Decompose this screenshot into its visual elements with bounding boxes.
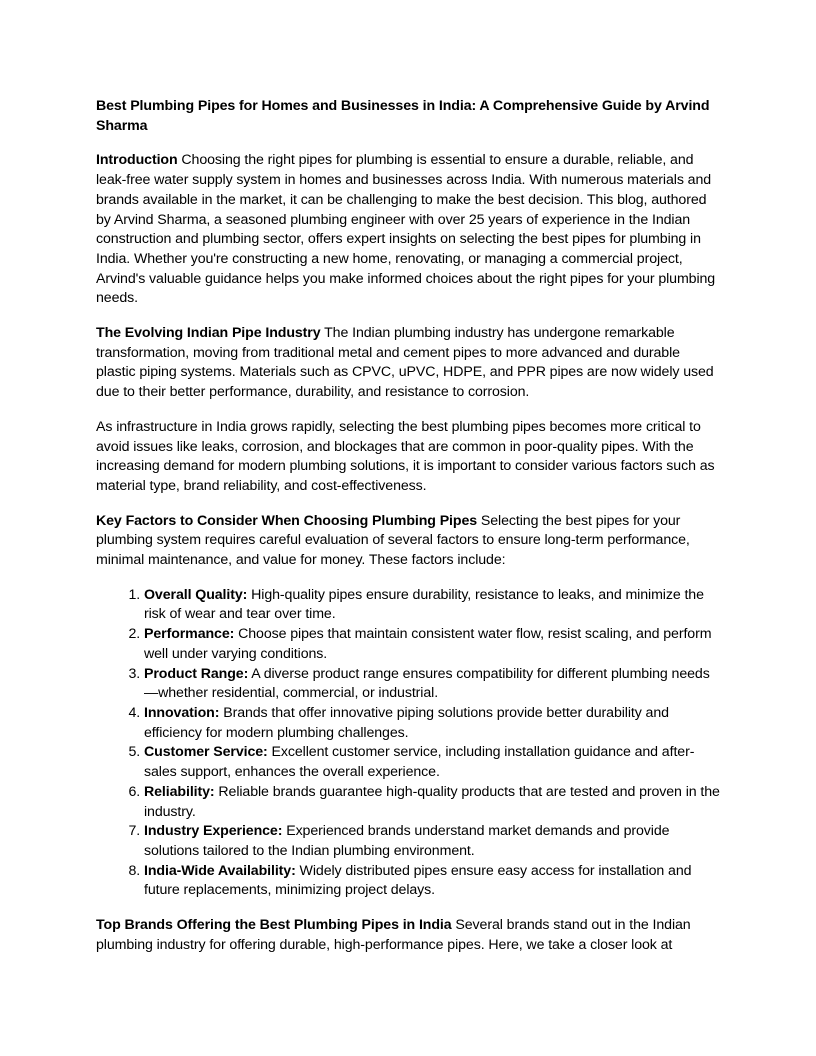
list-item-label: Innovation: bbox=[144, 704, 220, 721]
factors-paragraph bbox=[96, 512, 720, 571]
list-item-label: Performance: bbox=[144, 626, 235, 643]
list-item bbox=[144, 822, 720, 861]
list-item bbox=[144, 586, 720, 625]
list-item bbox=[144, 665, 720, 704]
evolving-text: The Indian plumbing industry has undergone remarkable transformation, moving from traditional metal and cement pipes to more advanced and durable plastic piping systems. Materials such as CPVC, uPVC, HDPE, and PPR pipes are now widely used due to their better performance, durability, and resistance to corrosion. bbox=[96, 325, 714, 401]
intro-text: Choosing the right pipes for plumbing is essential to ensure a durable, reliable, and leak-free water supply system in homes and businesses across India. With numerous materials and brands available in the market, it can be challenging to make the best decision. This blog, authored by Arvind Sharma, a seasoned plumbing engineer with over 25 years of experience in the Indian construction and plumbing sector, offers expert insights on selecting the best pipes for plumbing in India. Whether you're constructing a new home, renovating, or managing a commercial project, Arvind's valuable guidance helps you make informed choices about the right pipes for your plumbing needs. bbox=[96, 152, 716, 307]
list-item-label: Reliability: bbox=[144, 783, 215, 800]
list-item-text: High-quality pipes ensure durability, resistance to leaks, and minimize the risk of wear and tear over time. bbox=[144, 586, 704, 623]
factors-list bbox=[96, 586, 720, 901]
list-item-text: Widely distributed pipes ensure easy access for installation and future replacements, minimizing project delays. bbox=[144, 862, 692, 899]
list-item-label: Overall Quality: bbox=[144, 586, 248, 603]
intro-heading: Introduction bbox=[96, 152, 178, 169]
document-title: Best Plumbing Pipes for Homes and Businesses in India: A Comprehensive Guide by Arvind Sharma bbox=[96, 98, 710, 134]
list-item-text: Reliable brands guarantee high-quality products that are tested and proven in the industry. bbox=[144, 783, 720, 820]
brands-heading: Top Brands Offering the Best Plumbing Pipes in India bbox=[96, 917, 452, 934]
infrastructure-paragraph: As infrastructure in India grows rapidly, selecting the best plumbing pipes becomes more critical to avoid issues like leaks, corrosion, and blockages that are common in poor-quality pipes. With the increasing demand for modern plumbing solutions, it is important to consider various factors such as material type, brand reliability, and cost-effectiveness. bbox=[96, 418, 715, 494]
list-item bbox=[144, 704, 720, 743]
list-item-label: Product Range: bbox=[144, 665, 249, 682]
factors-text: Selecting the best pipes for your plumbing system requires careful evaluation of several factors to ensure long-term performance, minimal maintenance, and value for money. These factors include: bbox=[96, 512, 690, 569]
list-item-label: India-Wide Availability: bbox=[144, 862, 296, 879]
evolving-heading: The Evolving Indian Pipe Industry bbox=[96, 325, 321, 342]
list-item-label: Customer Service: bbox=[144, 744, 268, 761]
intro-paragraph bbox=[96, 151, 720, 309]
list-item bbox=[144, 743, 720, 782]
list-item-label: Industry Experience: bbox=[144, 823, 283, 840]
list-item-text: A diverse product range ensures compatibility for different plumbing needs—whether residential, commercial, or industrial. bbox=[144, 665, 710, 702]
brands-text: Several brands stand out in the Indian plumbing industry for offering durable, high-performance pipes. Here, we take a closer look at bbox=[96, 917, 691, 953]
list-item bbox=[144, 625, 720, 664]
list-item-text: Excellent customer service, including installation guidance and after-sales support, enhances the overall experience. bbox=[144, 744, 695, 781]
list-item-text: Experienced brands understand market demands and provide solutions tailored to the Indian plumbing environment. bbox=[144, 823, 670, 859]
brands-paragraph bbox=[96, 916, 720, 955]
list-item-text: Brands that offer innovative piping solutions provide better durability and efficiency for modern plumbing challenges. bbox=[144, 704, 669, 741]
list-item bbox=[144, 783, 720, 822]
list-item bbox=[144, 862, 720, 901]
list-item-text: Choose pipes that maintain consistent water flow, resist scaling, and perform well under varying conditions. bbox=[144, 626, 712, 662]
factors-heading: Key Factors to Consider When Choosing Plumbing Pipes bbox=[96, 512, 478, 529]
evolving-paragraph bbox=[96, 324, 720, 403]
